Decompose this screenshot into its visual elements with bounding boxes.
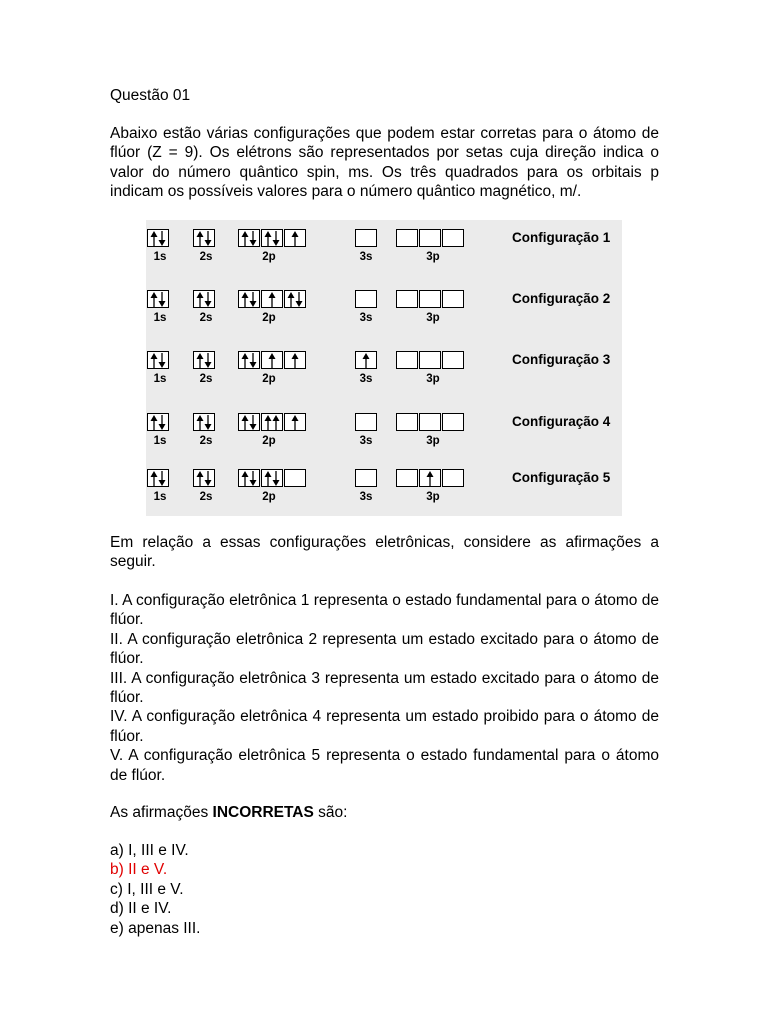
- spin-up-arrow: [196, 292, 204, 307]
- orbital-label-3p: 3p: [426, 373, 440, 385]
- spin-up-arrow: [272, 415, 280, 430]
- configuration-row: [146, 351, 622, 411]
- orbital-label-3s: 3s: [359, 491, 373, 503]
- orbital-label-2p: 2p: [262, 373, 276, 385]
- spin-up-arrow: [241, 292, 249, 307]
- orbital-box-3p: [419, 469, 441, 487]
- orbital-box-2p: [284, 351, 306, 369]
- orbital-label-3s: 3s: [359, 251, 373, 263]
- spin-up-arrow: [268, 292, 276, 307]
- spin-down-arrow: [204, 353, 212, 368]
- orbital-box-3p: [396, 413, 418, 431]
- orbital-box-1s: [147, 413, 169, 431]
- spin-down-arrow: [249, 353, 257, 368]
- option-b: b) II e V.: [110, 861, 168, 879]
- orbital-box-2p: [261, 413, 283, 431]
- spin-up-arrow: [291, 231, 299, 246]
- spin-down-arrow: [158, 292, 166, 307]
- spin-down-arrow: [158, 353, 166, 368]
- orbital-label-1s: 1s: [153, 491, 167, 503]
- question-prefix: As afirmações: [110, 804, 213, 821]
- orbital-box-2s: [193, 229, 215, 247]
- orbital-label-1s: 1s: [153, 373, 167, 385]
- orbital-label-2p: 2p: [262, 312, 276, 324]
- spin-up-arrow: [291, 353, 299, 368]
- orbital-box-3p: [396, 290, 418, 308]
- orbital-box-1s: [147, 469, 169, 487]
- orbital-box-3p: [419, 290, 441, 308]
- statement-4: IV. A configuração eletrônica 4 representa um estado proibido para o átomo de flúor.: [110, 708, 659, 745]
- orbital-box-2p: [284, 469, 306, 487]
- orbital-box-2p: [284, 229, 306, 247]
- orbital-box-2p: [261, 229, 283, 247]
- spin-down-arrow: [272, 231, 280, 246]
- statement-1: I. A configuração eletrônica 1 representa o estado fundamental para o átomo de flúor.: [110, 592, 659, 629]
- question-bold: INCORRETAS: [212, 804, 314, 821]
- option-c: c) I, III e V.: [110, 880, 184, 898]
- orbital-box-3p: [419, 413, 441, 431]
- orbital-box-3p: [419, 229, 441, 247]
- orbital-box-2p: [284, 413, 306, 431]
- configuration-label: Configuração 3: [512, 352, 611, 367]
- configuration-label: Configuração 2: [512, 291, 611, 306]
- spin-up-arrow: [291, 415, 299, 430]
- spin-down-arrow: [249, 292, 257, 307]
- spin-up-arrow: [426, 471, 434, 486]
- orbital-label-3p: 3p: [426, 251, 440, 263]
- configuration-row: [146, 290, 622, 350]
- orbital-box-3p: [396, 229, 418, 247]
- orbital-box-1s: [147, 290, 169, 308]
- orbital-label-3p: 3p: [426, 491, 440, 503]
- orbital-box-3s: [355, 469, 377, 487]
- orbital-box-3s: [355, 413, 377, 431]
- spin-down-arrow: [204, 471, 212, 486]
- orbital-box-2p: [261, 469, 283, 487]
- configuration-label: Configuração 1: [512, 230, 611, 245]
- spin-up-arrow: [150, 415, 158, 430]
- option-a: a) I, III e IV.: [110, 842, 189, 859]
- orbital-label-2p: 2p: [262, 251, 276, 263]
- intro-paragraph: Abaixo estão várias configurações que podem estar corretas para o átomo de flúor (Z = 9). Os elétrons são representados por setas cuja direção indica o valor do número quântico spin, ms. Os três quadrados para os orbitais p indicam os possíveis valores para o número quântico magnético, m/.: [110, 125, 659, 201]
- spin-up-arrow: [196, 471, 204, 486]
- spin-up-arrow: [196, 415, 204, 430]
- orbital-label-3p: 3p: [426, 312, 440, 324]
- spin-up-arrow: [362, 353, 370, 368]
- configuration-label: Configuração 5: [512, 470, 611, 485]
- orbital-box-3p: [419, 351, 441, 369]
- spin-up-arrow: [150, 353, 158, 368]
- orbital-label-2p: 2p: [262, 491, 276, 503]
- statement-3: III. A configuração eletrônica 3 representa um estado excitado para o átomo de flúor.: [110, 669, 659, 707]
- option-e: e) apenas III.: [110, 919, 201, 937]
- spin-up-arrow: [241, 231, 249, 246]
- spin-up-arrow: [196, 231, 204, 246]
- orbital-box-1s: [147, 351, 169, 369]
- spin-down-arrow: [158, 231, 166, 246]
- orbital-box-2p: [284, 290, 306, 308]
- orbital-label-2s: 2s: [199, 373, 213, 385]
- orbital-label-3s: 3s: [359, 373, 373, 385]
- orbital-label-2s: 2s: [199, 435, 213, 447]
- orbital-box-2p: [238, 469, 260, 487]
- orbital-box-3s: [355, 290, 377, 308]
- orbital-box-3p: [442, 229, 464, 247]
- orbital-label-3p: 3p: [426, 435, 440, 447]
- spin-down-arrow: [249, 415, 257, 430]
- question-suffix: são:: [313, 804, 348, 821]
- option-d: d) II e IV.: [110, 900, 172, 918]
- orbital-box-2s: [193, 413, 215, 431]
- statements-list: [110, 591, 659, 785]
- spin-up-arrow: [241, 353, 249, 368]
- after-figure-paragraph: Em relação a essas configurações eletrônicas, considere as afirmações a seguir.: [110, 534, 659, 571]
- spin-up-arrow: [264, 415, 272, 430]
- orbital-label-2s: 2s: [199, 251, 213, 263]
- orbital-box-2p: [238, 229, 260, 247]
- orbital-box-2p: [261, 351, 283, 369]
- orbital-box-3s: [355, 351, 377, 369]
- orbital-box-2p: [238, 290, 260, 308]
- spin-up-arrow: [241, 471, 249, 486]
- spin-up-arrow: [150, 471, 158, 486]
- orbital-box-3p: [442, 469, 464, 487]
- spin-down-arrow: [272, 471, 280, 486]
- orbital-box-1s: [147, 229, 169, 247]
- orbital-configurations-figure: [146, 220, 622, 516]
- orbital-box-3p: [442, 290, 464, 308]
- spin-down-arrow: [204, 415, 212, 430]
- spin-down-arrow: [249, 471, 257, 486]
- configuration-row: [146, 413, 622, 473]
- orbital-box-2p: [238, 413, 260, 431]
- orbital-box-3p: [396, 351, 418, 369]
- orbital-label-3s: 3s: [359, 312, 373, 324]
- question-title: Questão 01: [110, 87, 191, 104]
- spin-down-arrow: [249, 231, 257, 246]
- statement-2: II. A configuração eletrônica 2 representa um estado excitado para o átomo de flúor.: [110, 630, 659, 668]
- spin-down-arrow: [158, 471, 166, 486]
- configuration-row: [146, 229, 622, 289]
- configuration-row: [146, 469, 622, 529]
- spin-up-arrow: [268, 353, 276, 368]
- orbital-label-2p: 2p: [262, 435, 276, 447]
- spin-up-arrow: [196, 353, 204, 368]
- orbital-box-2s: [193, 351, 215, 369]
- orbital-box-3p: [396, 469, 418, 487]
- orbital-box-3p: [442, 351, 464, 369]
- spin-up-arrow: [264, 471, 272, 486]
- spin-up-arrow: [150, 231, 158, 246]
- orbital-box-3s: [355, 229, 377, 247]
- orbital-box-2p: [261, 290, 283, 308]
- orbital-box-2p: [238, 351, 260, 369]
- orbital-label-1s: 1s: [153, 435, 167, 447]
- spin-up-arrow: [241, 415, 249, 430]
- spin-up-arrow: [150, 292, 158, 307]
- orbital-box-3p: [442, 413, 464, 431]
- orbital-box-2s: [193, 290, 215, 308]
- spin-down-arrow: [204, 292, 212, 307]
- spin-down-arrow: [295, 292, 303, 307]
- spin-down-arrow: [204, 231, 212, 246]
- configuration-label: Configuração 4: [512, 414, 611, 429]
- orbital-label-2s: 2s: [199, 312, 213, 324]
- orbital-label-3s: 3s: [359, 435, 373, 447]
- statement-5: V. A configuração eletrônica 5 representa o estado fundamental para o átomo de flúor.: [110, 747, 659, 784]
- orbital-label-2s: 2s: [199, 491, 213, 503]
- orbital-label-1s: 1s: [153, 312, 167, 324]
- spin-down-arrow: [158, 415, 166, 430]
- orbital-box-2s: [193, 469, 215, 487]
- spin-up-arrow: [287, 292, 295, 307]
- answer-options: [110, 841, 200, 938]
- spin-up-arrow: [264, 231, 272, 246]
- orbital-label-1s: 1s: [153, 251, 167, 263]
- question-prompt: [110, 804, 347, 822]
